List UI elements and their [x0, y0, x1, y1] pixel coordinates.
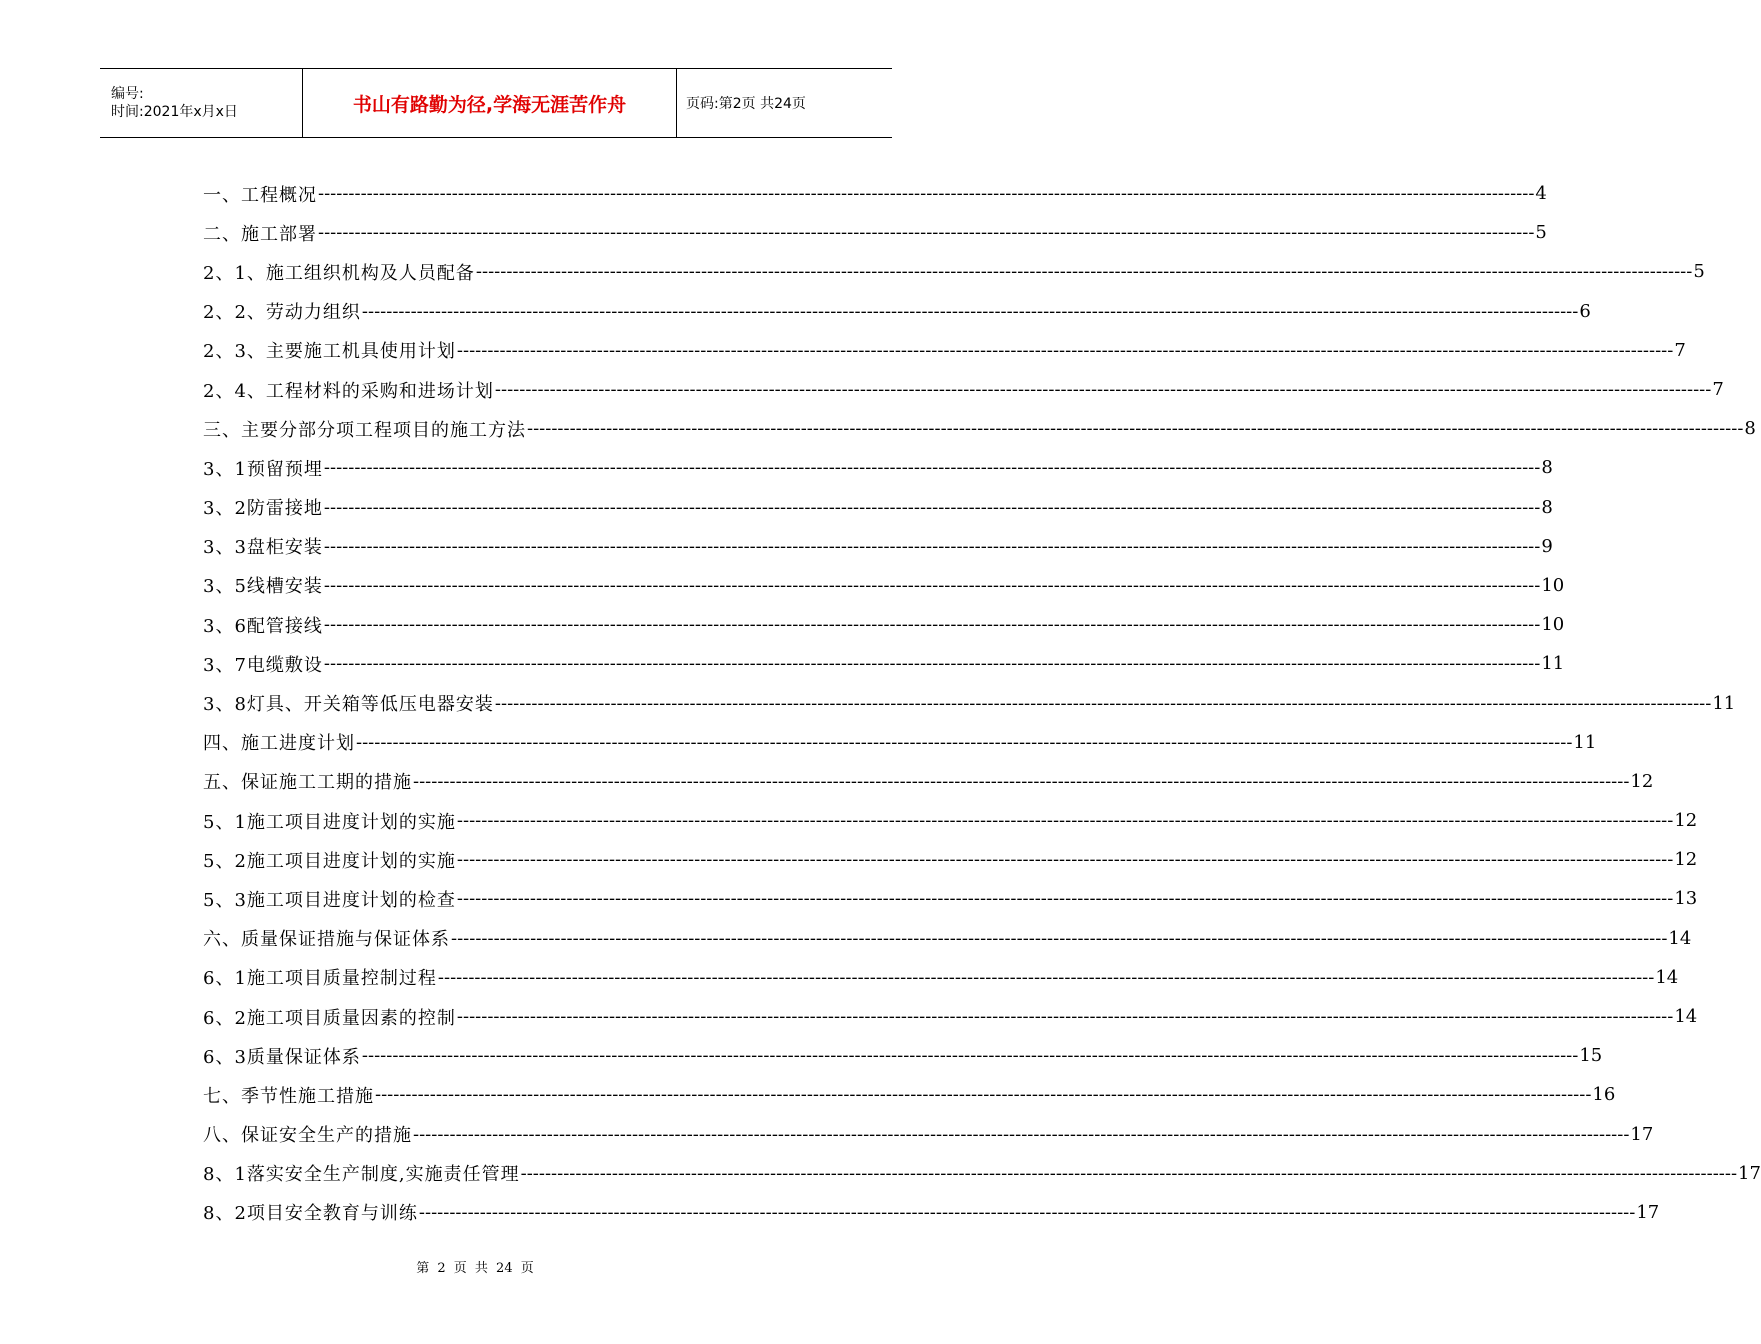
- toc-entry-title: 四、施工进度计划: [203, 733, 355, 755]
- toc-entry-title: 3、5线槽安装: [203, 576, 323, 598]
- toc-entry[interactable]: [203, 488, 1553, 527]
- toc-entry-page: 17: [1738, 1162, 1761, 1184]
- toc-entry-page: 11: [1573, 731, 1597, 753]
- toc-entry[interactable]: [203, 1075, 1616, 1114]
- toc-leader: --------------------------------------------------------------------------------------------------------------------------------------------------------------------------------------------------------: [318, 183, 1535, 205]
- toc-leader: --------------------------------------------------------------------------------------------------------------------------------------------------------------------------------------------------------: [323, 457, 1541, 479]
- page-footer: 第 2 页 共 24 页: [416, 1261, 534, 1276]
- toc-leader: --------------------------------------------------------------------------------------------------------------------------------------------------------------------------------------------------------: [413, 770, 1630, 792]
- toc-leader: --------------------------------------------------------------------------------------------------------------------------------------------------------------------------------------------------------: [323, 535, 1541, 557]
- toc-entry-title: 3、3盘柜安装: [203, 537, 323, 559]
- toc-leader: --------------------------------------------------------------------------------------------------------------------------------------------------------------------------------------------------------: [318, 222, 1535, 244]
- header-meta: [100, 69, 303, 137]
- toc-entry[interactable]: [203, 879, 1698, 918]
- toc-leader: --------------------------------------------------------------------------------------------------------------------------------------------------------------------------------------------------------: [323, 496, 1541, 518]
- toc-entry[interactable]: [203, 448, 1553, 487]
- toc-entry-page: 14: [1668, 927, 1692, 949]
- toc-entry-page: 14: [1674, 1006, 1698, 1028]
- page-header: [100, 68, 892, 138]
- toc-entry[interactable]: [203, 1193, 1660, 1232]
- toc-entry[interactable]: [203, 919, 1692, 958]
- toc-entry-title: 5、1施工项目进度计划的实施: [203, 811, 456, 833]
- toc-leader: --------------------------------------------------------------------------------------------------------------------------------------------------------------------------------------------------------: [356, 731, 1573, 753]
- toc-entry-title: 5、3施工项目进度计划的检查: [203, 889, 456, 911]
- toc-entry-page: 17: [1636, 1201, 1660, 1223]
- toc-entry[interactable]: [203, 1115, 1654, 1154]
- toc-entry[interactable]: [203, 997, 1698, 1036]
- toc-entry-title: 六、质量保证措施与保证体系: [203, 929, 450, 951]
- header-motto: 书山有路勤为径,学海无涯苦作舟: [303, 69, 677, 137]
- toc-entry[interactable]: [203, 527, 1553, 566]
- toc-entry[interactable]: [203, 331, 1686, 370]
- toc-entry[interactable]: [203, 174, 1547, 213]
- toc-entry[interactable]: [203, 762, 1654, 801]
- toc-entry[interactable]: [203, 958, 1679, 997]
- toc-leader: --------------------------------------------------------------------------------------------------------------------------------------------------------------------------------------------------------: [375, 1084, 1592, 1106]
- toc-entry-title: 6、3质量保证体系: [203, 1046, 361, 1068]
- toc-leader: --------------------------------------------------------------------------------------------------------------------------------------------------------------------------------------------------------: [413, 1123, 1630, 1145]
- toc-entry-page: 11: [1712, 692, 1736, 714]
- table-of-contents: [203, 174, 1761, 1232]
- toc-entry-title: 2、2、劳动力组织: [203, 302, 361, 324]
- toc-entry-page: 14: [1655, 966, 1679, 988]
- header-page-info: 页码:第2页 共24页: [686, 96, 806, 112]
- toc-entry[interactable]: [203, 683, 1736, 722]
- toc-entry[interactable]: [203, 723, 1597, 762]
- toc-entry-page: 5: [1693, 261, 1705, 283]
- toc-leader: --------------------------------------------------------------------------------------------------------------------------------------------------------------------------------------------------------: [437, 966, 1655, 988]
- toc-entry-title: 2、1、施工组织机构及人员配备: [203, 262, 475, 284]
- toc-entry-page: 4: [1535, 183, 1547, 205]
- toc-entry-page: 12: [1674, 810, 1698, 832]
- toc-entry-page: 8: [1541, 496, 1553, 518]
- toc-entry-title: 3、8灯具、开关箱等低压电器安装: [203, 694, 494, 716]
- toc-entry-page: 11: [1541, 653, 1565, 675]
- toc-entry[interactable]: [203, 566, 1565, 605]
- toc-entry-title: 8、1落实安全生产制度,实施责任管理: [203, 1164, 520, 1186]
- toc-entry-title: 3、1预留预埋: [203, 458, 323, 480]
- toc-entry-title: 5、2施工项目进度计划的实施: [203, 850, 456, 872]
- toc-entry-page: 8: [1744, 418, 1756, 440]
- toc-entry-title: 3、2防雷接地: [203, 498, 323, 520]
- toc-entry[interactable]: [203, 252, 1705, 291]
- toc-entry-page: 12: [1630, 770, 1654, 792]
- toc-entry-page: 10: [1541, 574, 1565, 596]
- toc-entry-title: 8、2项目安全教育与训练: [203, 1203, 418, 1225]
- toc-entry-title: 五、保证施工工期的措施: [203, 772, 412, 794]
- toc-leader: --------------------------------------------------------------------------------------------------------------------------------------------------------------------------------------------------------: [456, 849, 1674, 871]
- toc-entry[interactable]: [203, 605, 1565, 644]
- toc-leader: --------------------------------------------------------------------------------------------------------------------------------------------------------------------------------------------------------: [451, 927, 1668, 949]
- toc-entry[interactable]: [203, 409, 1756, 448]
- toc-entry-title: 八、保证安全生产的措施: [203, 1125, 412, 1147]
- toc-leader: --------------------------------------------------------------------------------------------------------------------------------------------------------------------------------------------------------: [456, 1006, 1674, 1028]
- toc-entry-page: 9: [1541, 535, 1553, 557]
- toc-leader: --------------------------------------------------------------------------------------------------------------------------------------------------------------------------------------------------------: [361, 1045, 1579, 1067]
- toc-entry-page: 8: [1541, 457, 1553, 479]
- toc-entry[interactable]: [203, 1036, 1603, 1075]
- toc-entry-page: 16: [1592, 1084, 1616, 1106]
- toc-entry-title: 2、3、主要施工机具使用计划: [203, 341, 456, 363]
- toc-leader: --------------------------------------------------------------------------------------------------------------------------------------------------------------------------------------------------------: [494, 379, 1712, 401]
- toc-entry-page: 5: [1535, 222, 1547, 244]
- toc-entry[interactable]: [203, 644, 1565, 683]
- toc-entry-title: 6、1施工项目质量控制过程: [203, 968, 437, 990]
- toc-leader: --------------------------------------------------------------------------------------------------------------------------------------------------------------------------------------------------------: [456, 888, 1674, 910]
- toc-entry-title: 6、2施工项目质量因素的控制: [203, 1007, 456, 1029]
- toc-entry[interactable]: [203, 840, 1698, 879]
- toc-entry-title: 七、季节性施工措施: [203, 1085, 374, 1107]
- toc-entry[interactable]: [203, 213, 1547, 252]
- toc-leader: --------------------------------------------------------------------------------------------------------------------------------------------------------------------------------------------------------: [475, 261, 1693, 283]
- toc-entry-page: 17: [1630, 1123, 1654, 1145]
- toc-entry[interactable]: [203, 1154, 1761, 1193]
- toc-entry-title: 3、6配管接线: [203, 615, 323, 637]
- toc-entry-title: 三、主要分部分项工程项目的施工方法: [203, 419, 526, 441]
- time-label: 时间:2021年x月x日: [111, 104, 238, 120]
- toc-leader: --------------------------------------------------------------------------------------------------------------------------------------------------------------------------------------------------------: [456, 810, 1674, 832]
- toc-entry-page: 13: [1674, 888, 1698, 910]
- toc-entry-page: 12: [1674, 849, 1698, 871]
- toc-leader: --------------------------------------------------------------------------------------------------------------------------------------------------------------------------------------------------------: [323, 574, 1541, 596]
- toc-entry[interactable]: [203, 292, 1591, 331]
- number-label: 编号:: [111, 86, 144, 102]
- toc-leader: --------------------------------------------------------------------------------------------------------------------------------------------------------------------------------------------------------: [323, 614, 1541, 636]
- toc-leader: --------------------------------------------------------------------------------------------------------------------------------------------------------------------------------------------------------: [520, 1162, 1738, 1184]
- toc-leader: --------------------------------------------------------------------------------------------------------------------------------------------------------------------------------------------------------: [323, 653, 1541, 675]
- toc-entry-title: 二、施工部署: [203, 223, 317, 245]
- toc-leader: --------------------------------------------------------------------------------------------------------------------------------------------------------------------------------------------------------: [418, 1201, 1636, 1223]
- toc-entry[interactable]: [203, 801, 1698, 840]
- toc-entry-page: 10: [1541, 614, 1565, 636]
- toc-entry-page: 15: [1579, 1045, 1603, 1067]
- toc-leader: --------------------------------------------------------------------------------------------------------------------------------------------------------------------------------------------------------: [456, 339, 1674, 361]
- toc-entry-title: 一、工程概况: [203, 184, 317, 206]
- toc-entry-title: 3、7电缆敷设: [203, 654, 323, 676]
- toc-entry[interactable]: [203, 370, 1724, 409]
- toc-entry-page: 6: [1579, 300, 1591, 322]
- toc-entry-page: 7: [1712, 379, 1724, 401]
- toc-entry-page: 7: [1674, 339, 1686, 361]
- toc-leader: --------------------------------------------------------------------------------------------------------------------------------------------------------------------------------------------------------: [361, 300, 1579, 322]
- toc-entry-title: 2、4、工程材料的采购和进场计划: [203, 380, 494, 402]
- toc-leader: --------------------------------------------------------------------------------------------------------------------------------------------------------------------------------------------------------: [527, 418, 1744, 440]
- toc-leader: --------------------------------------------------------------------------------------------------------------------------------------------------------------------------------------------------------: [494, 692, 1712, 714]
